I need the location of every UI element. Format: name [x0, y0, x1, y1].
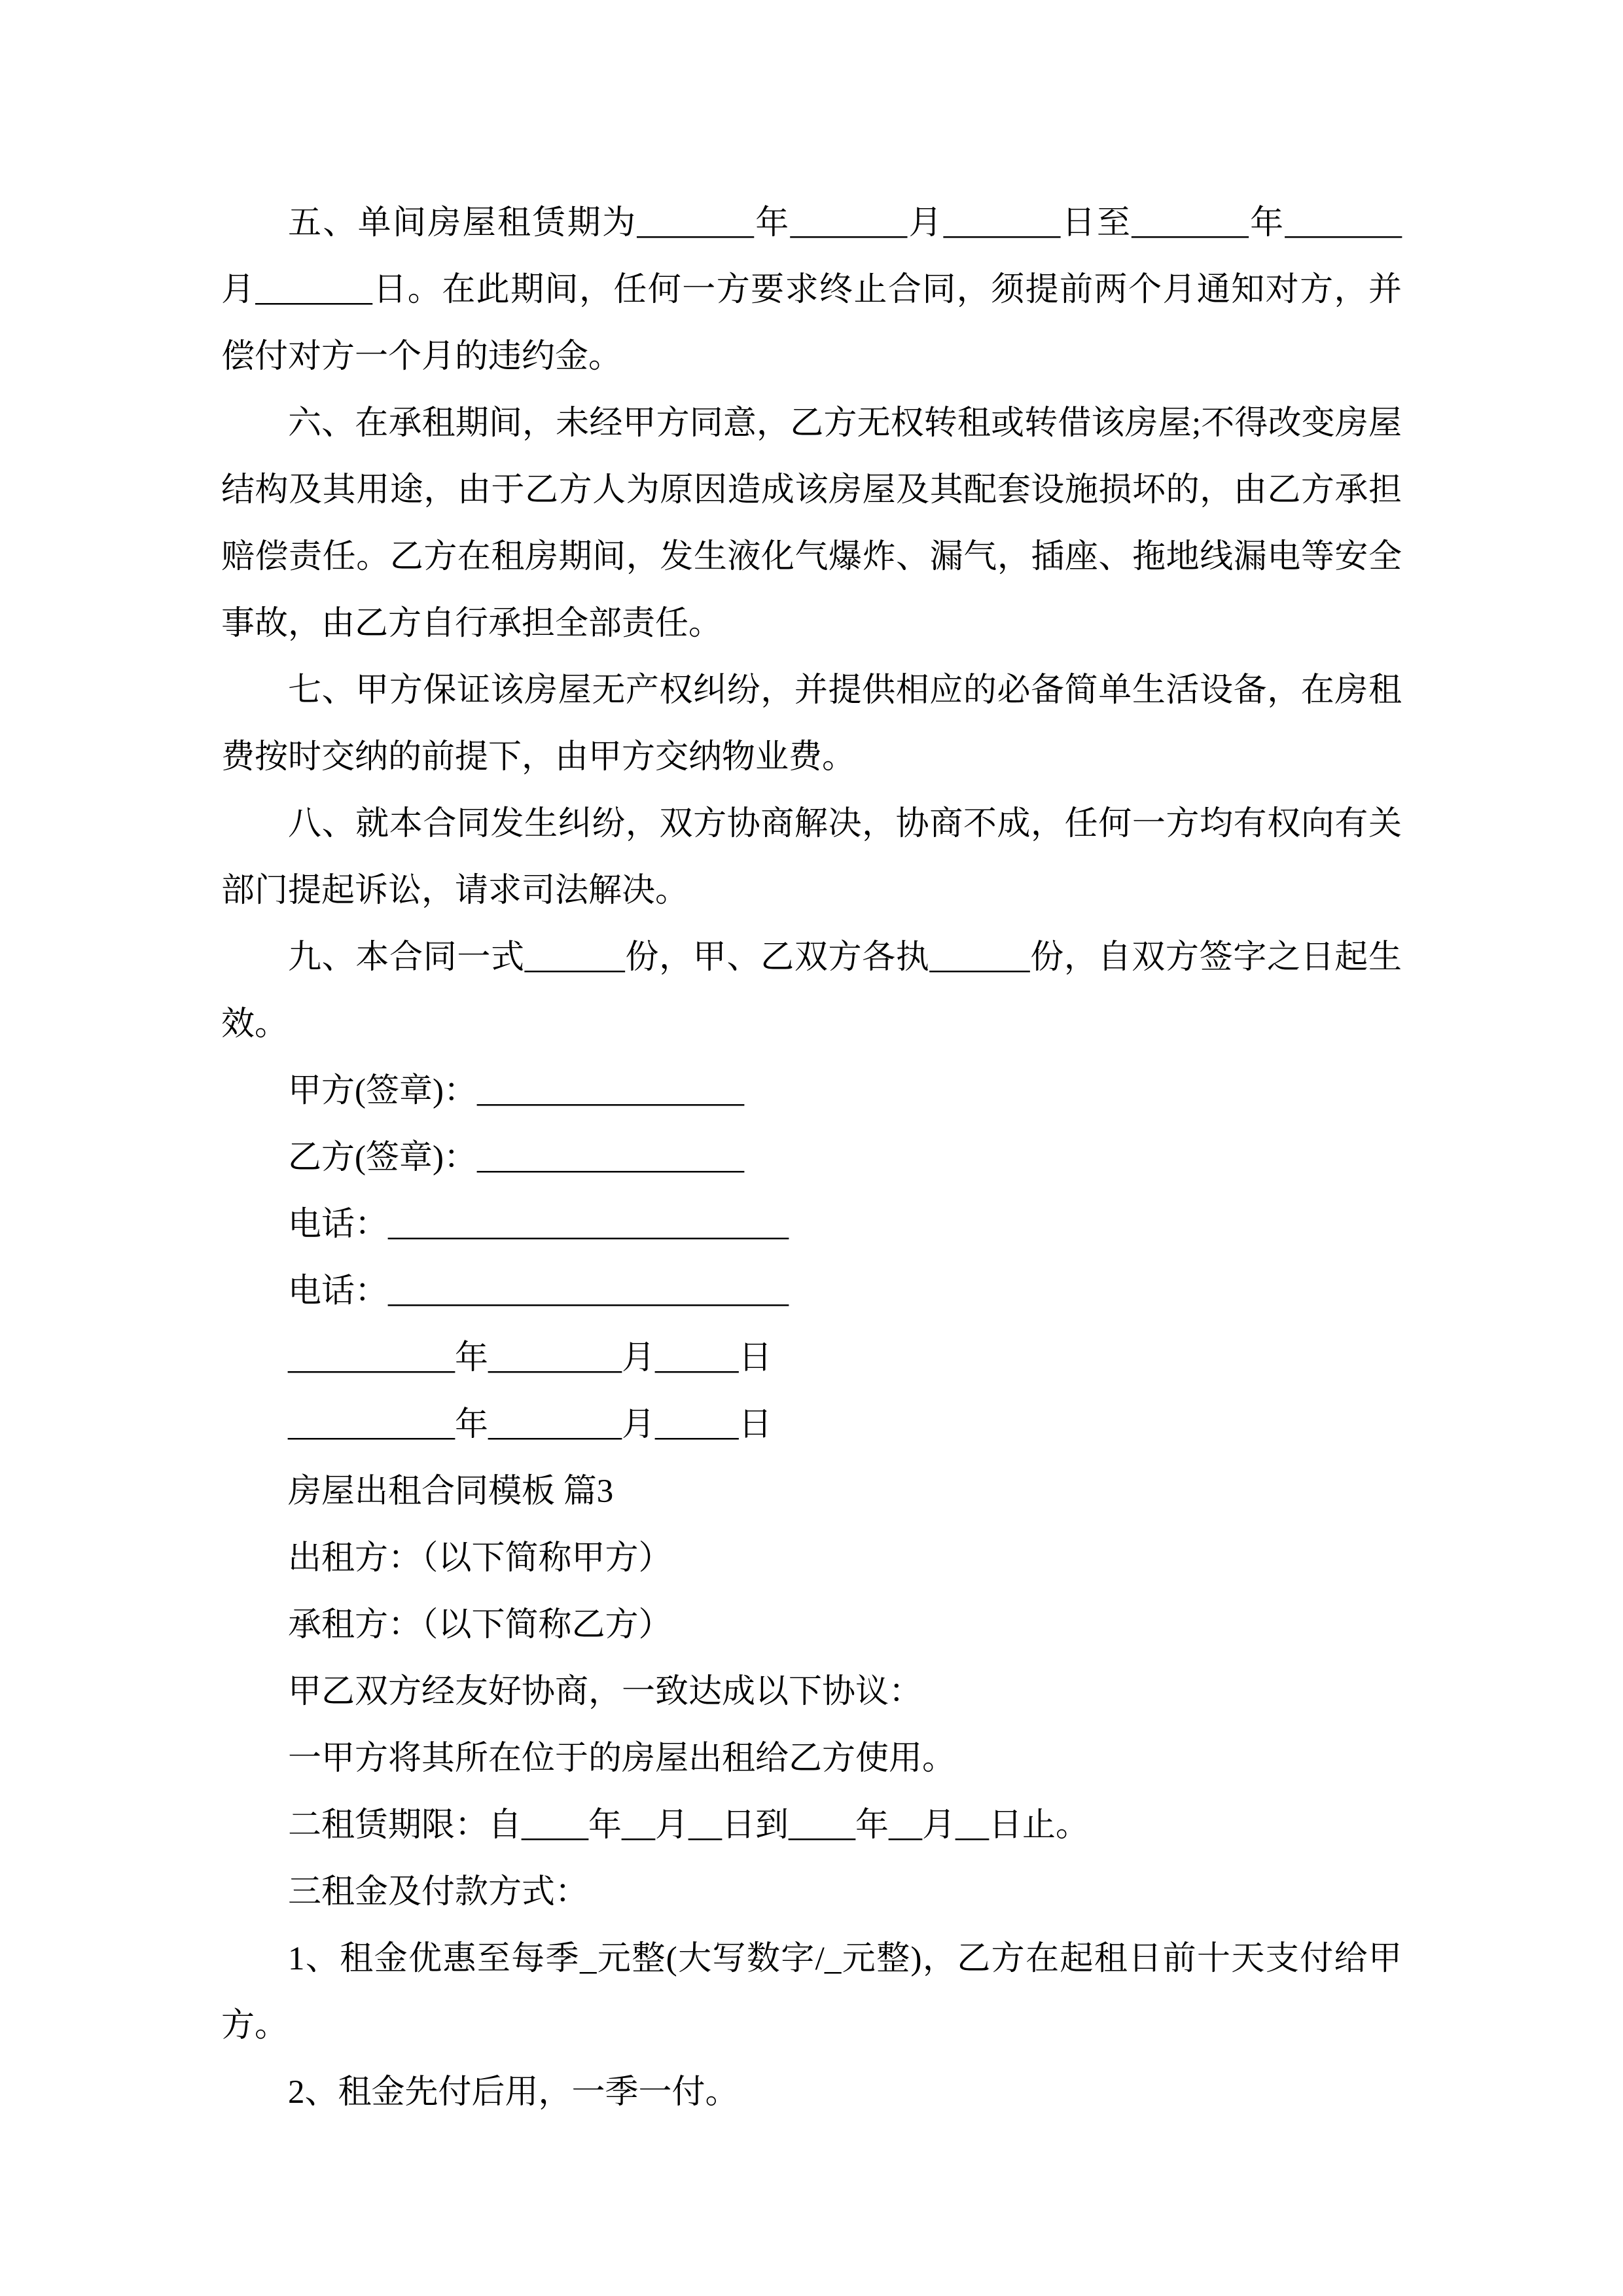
clause-7-property-rights-guarantee: 七、甲方保证该房屋无产权纠纷，并提供相应的必备简单生活设备，在房租费按时交纳的前提下，由甲方交纳物业费。: [221, 672, 1402, 776]
clause-2-lease-period: 二租赁期限：自____年__月__日到____年__月__日止。: [288, 1807, 1090, 1844]
lessor-line: 出租方：（以下简称甲方）: [288, 1540, 672, 1577]
party-b-signature-line: 乙方(签章)：________________: [288, 1139, 744, 1176]
clause-6-sublease-prohibition: 六、在承租期间，未经甲方同意，乙方无权转租或转借该房屋;不得改变房屋结构及其用途，由于乙方人为原因造成该房屋及其配套设施损坏的，由乙方承担赔偿责任。乙方在租房期间，发生液化气爆炸、漏气，插座、拖地线漏电等安全事故，由乙方自行承担全部责任。: [221, 405, 1402, 642]
party-a-phone-line: 电话：________________________: [288, 1206, 789, 1243]
rent-item-2: 2、租金先付后用，一季一付。: [288, 2074, 739, 2111]
rent-item-1: 1、租金优惠至每季_元整(大写数字/_元整)，乙方在起租日前十天支付给甲方。: [221, 1941, 1402, 2044]
lessee-line: 承租方：（以下简称乙方）: [288, 1607, 672, 1643]
party-b-phone-line: 电话：________________________: [288, 1273, 789, 1310]
template-section-title: 房屋出租合同模板 篇3: [288, 1473, 614, 1510]
party-a-signature-line: 甲方(签章)：________________: [288, 1073, 744, 1109]
clause-5-lease-term: 五、单间房屋租赁期为_______年_______月_______日至_______年_______月_______日。在此期间，任何一方要求终止合同，须提前两个月通知对方，并偿付对方一个月的违约金。: [221, 205, 1402, 375]
date-blank-line-2: __________年________月_____日: [288, 1407, 772, 1443]
clause-9-contract-copies: 九、本合同一式______份，甲、乙双方各执______份，自双方签字之日起生效。: [221, 939, 1402, 1043]
date-blank-line-1: __________年________月_____日: [288, 1340, 772, 1376]
clause-8-dispute-resolution: 八、就本合同发生纠纷，双方协商解决，协商不成，任何一方均有权向有关部门提起诉讼，请求司法解决。: [221, 806, 1402, 909]
agreement-intro-line: 甲乙双方经友好协商，一致达成以下协议：: [288, 1674, 923, 1710]
clause-3-rent-heading: 三租金及付款方式：: [288, 1874, 589, 1910]
clause-1-premises: 一甲方将其所在位于的房屋出租给乙方使用。: [288, 1740, 956, 1777]
